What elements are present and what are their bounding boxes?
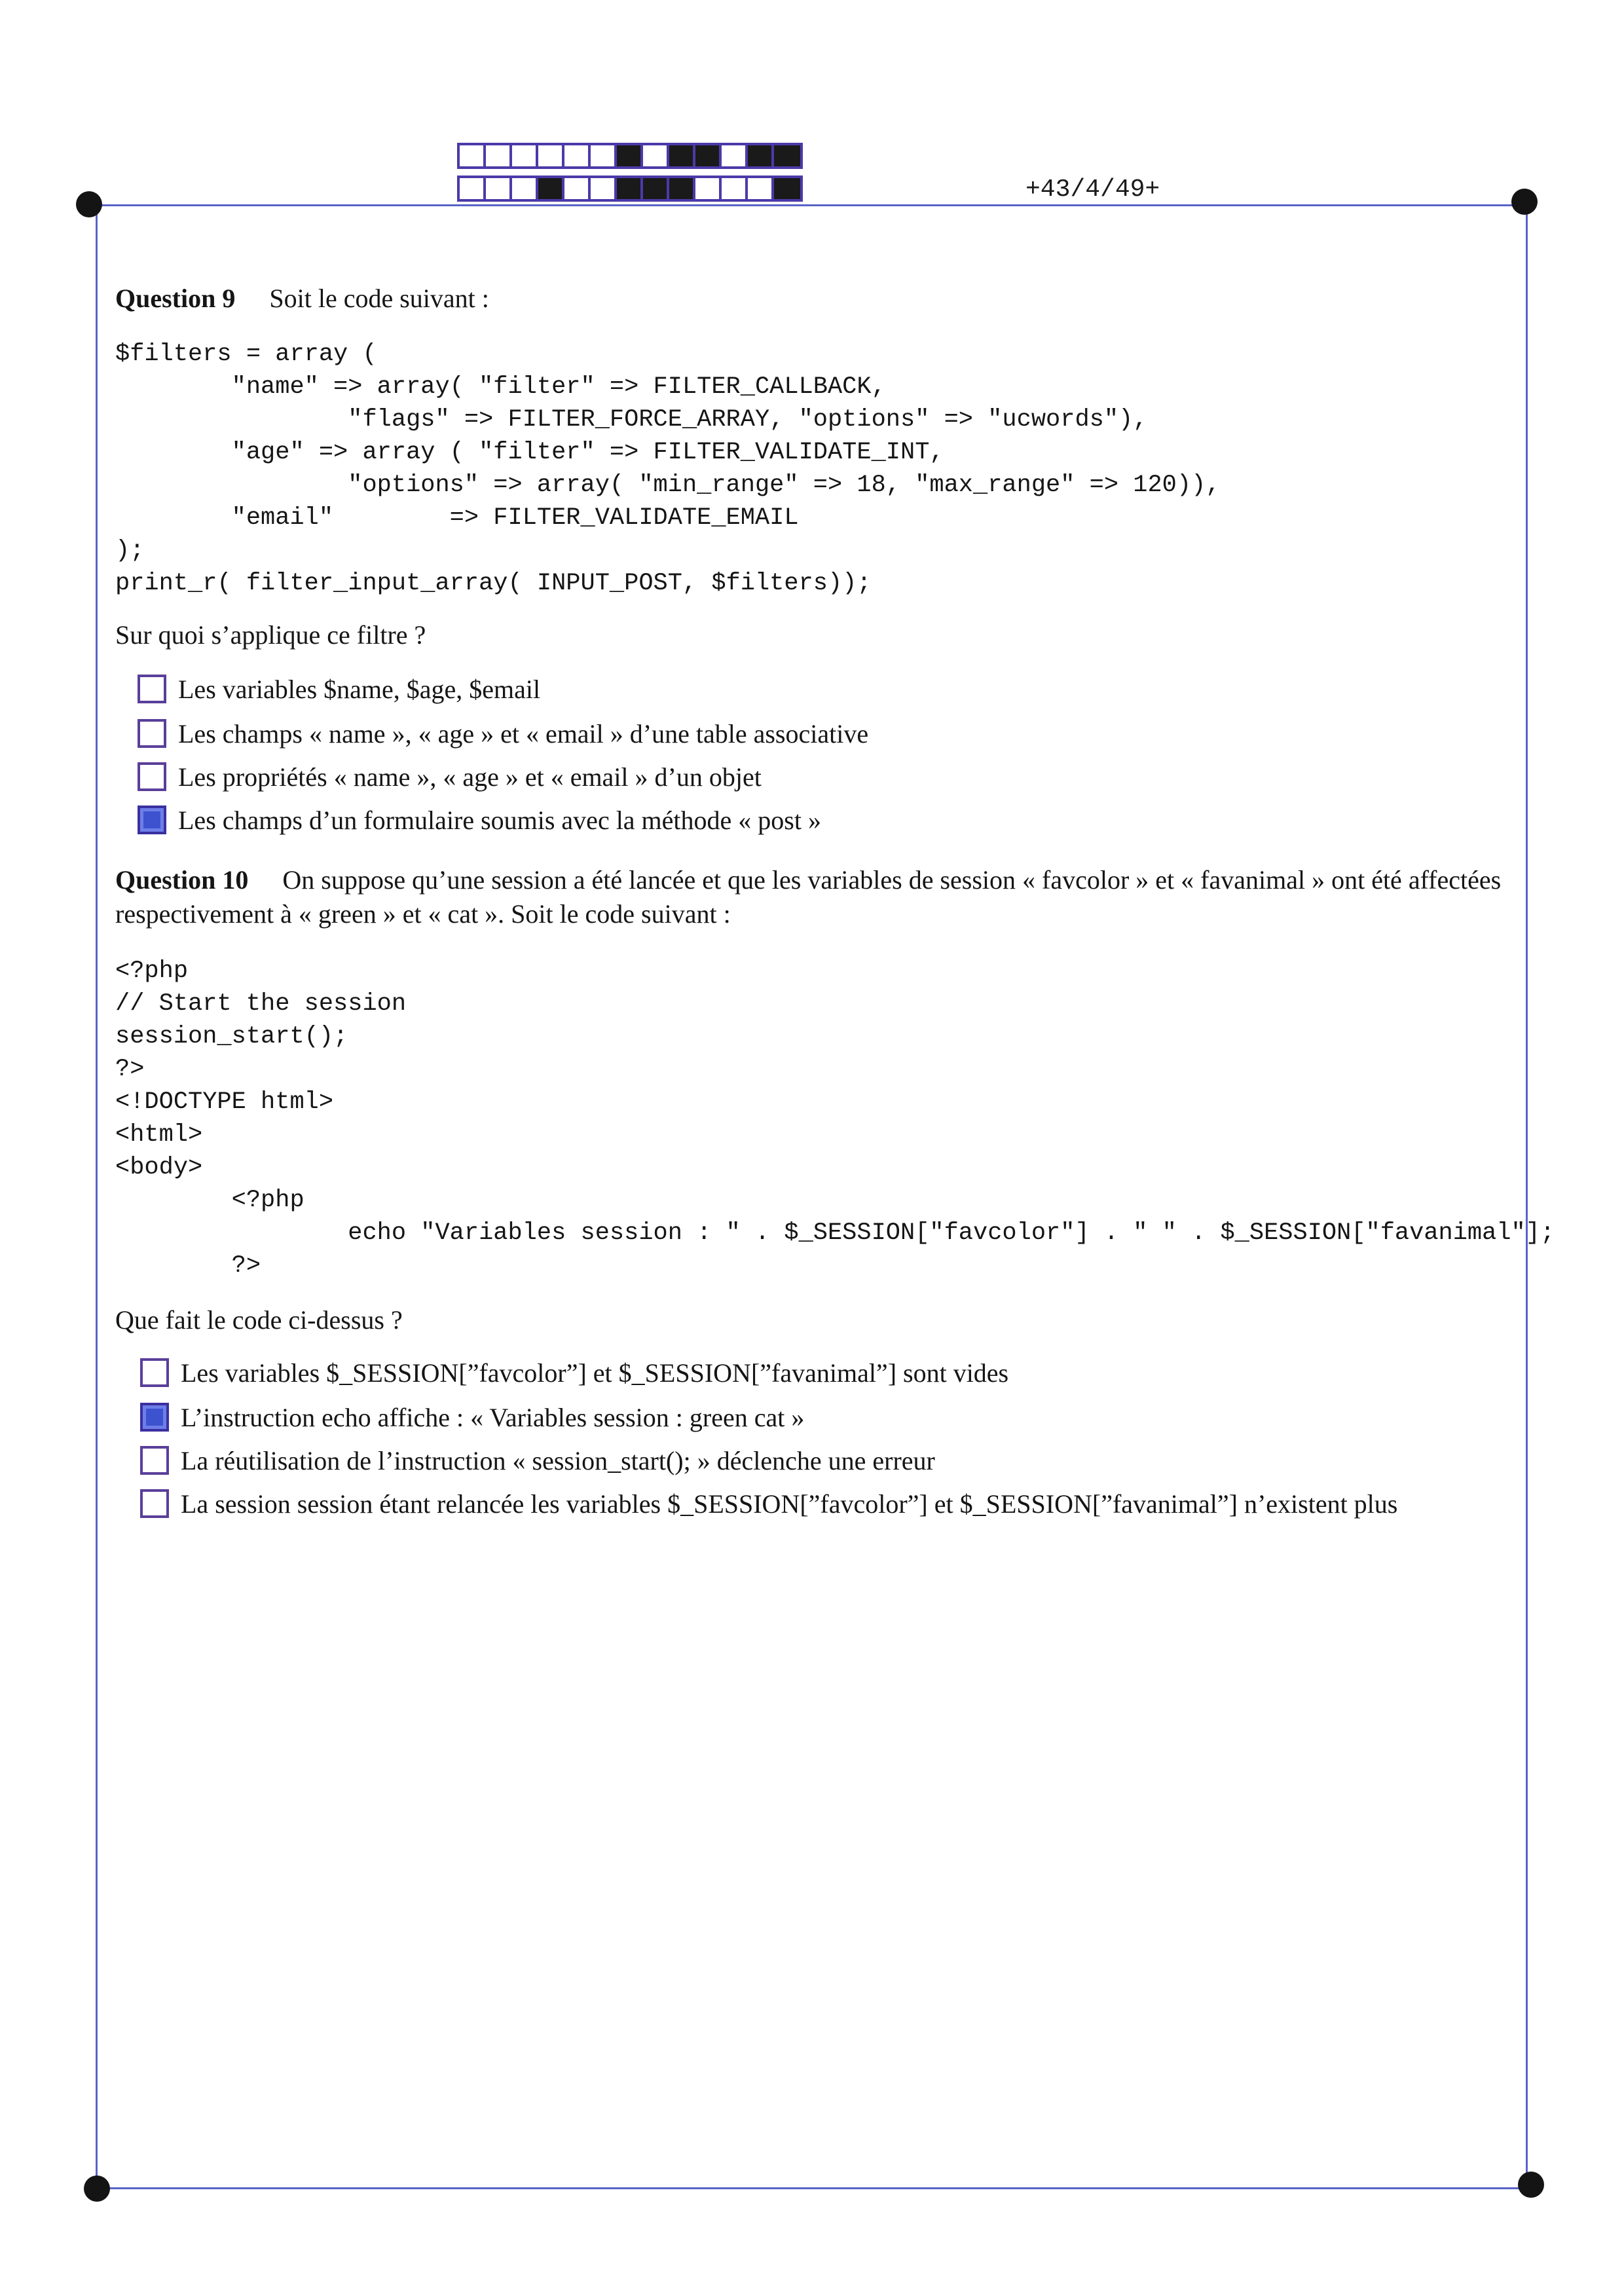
answer-label: Les propriétés « name », « age » et « email » d’un objet bbox=[178, 762, 762, 792]
corner-mark-top-left bbox=[76, 191, 102, 217]
barcode-cell bbox=[748, 178, 774, 199]
question-9-number: Question 9 bbox=[115, 284, 236, 313]
barcode-cell bbox=[591, 178, 617, 199]
question-9-prompt: Sur quoi s’applique ce filtre ? bbox=[115, 620, 426, 650]
checkbox-icon[interactable] bbox=[140, 1489, 169, 1518]
page-id: +43/4/49+ bbox=[1025, 176, 1160, 204]
checkbox-icon[interactable] bbox=[138, 719, 166, 748]
frame-top-line bbox=[96, 204, 1527, 206]
corner-mark-bottom-right bbox=[1518, 2172, 1544, 2198]
question-9-code: $filters = array ( "name" => array( "filter" => FILTER_CALLBACK, "flags" => FILTER_FORCE_ARRAY, "options" => "ucwords"), "age" => array ( "filter" => FILTER_VALIDATE_INT, "options" => array( "min_range" => 18, "max_range" => 120)), "email" => FILTER_VALIDATE_EMAIL ); print_r( filter_input_array( INPUT_POST, $filters)); bbox=[115, 341, 1221, 597]
barcode-cell bbox=[669, 178, 695, 199]
question-9-intro: Soit le code suivant : bbox=[269, 284, 489, 313]
question-10-intro: On suppose qu’une session a été lancée et que les variables de session « favcolor » et « favanimal » ont été affectées respectivement à « green » et « cat ». Soit le code suivant : bbox=[115, 865, 1502, 929]
answer-label: Les variables $_SESSION[”favcolor”] et $_SESSION[”favanimal”] sont vides bbox=[181, 1358, 1009, 1388]
answer-label: Les champs d’un formulaire soumis avec la méthode « post » bbox=[178, 805, 821, 835]
barcode-cell bbox=[774, 145, 800, 166]
answer-label: La session session étant relancée les variables $_SESSION[”favcolor”] et $_SESSION[”favanimal”] n’existent plus bbox=[181, 1489, 1398, 1519]
corner-mark-top-right bbox=[1511, 189, 1538, 215]
barcode-row-1 bbox=[457, 143, 803, 169]
barcode-cell bbox=[512, 178, 538, 199]
question-9-answer-2[interactable] bbox=[138, 715, 868, 752]
barcode-cell bbox=[722, 145, 748, 166]
barcode-cell bbox=[774, 178, 800, 199]
frame-left-line bbox=[96, 204, 98, 2189]
barcode-cell bbox=[486, 178, 512, 199]
barcode-cell bbox=[460, 145, 486, 166]
answer-label: Les champs « name », « age » et « email » d’une table associative bbox=[178, 718, 869, 749]
question-10-prompt: Que fait le code ci-dessus ? bbox=[115, 1305, 403, 1335]
barcode-cell bbox=[564, 145, 591, 166]
checkbox-icon[interactable] bbox=[140, 1358, 169, 1387]
question-10-answer-2[interactable] bbox=[140, 1399, 804, 1435]
question-9-answer-1[interactable] bbox=[138, 671, 540, 707]
checkbox-icon[interactable] bbox=[140, 1403, 169, 1432]
question-9-heading bbox=[115, 282, 489, 316]
barcode-cell bbox=[643, 145, 669, 166]
barcode-cell bbox=[695, 178, 722, 199]
barcode-cell bbox=[538, 178, 564, 199]
checkbox-icon[interactable] bbox=[140, 1446, 169, 1475]
barcode-cell bbox=[512, 145, 538, 166]
question-10-heading bbox=[115, 863, 1504, 931]
barcode-cell bbox=[591, 145, 617, 166]
question-10-answer-3[interactable] bbox=[140, 1442, 935, 1479]
answer-label: L’instruction echo affiche : « Variables session : green cat » bbox=[181, 1402, 805, 1432]
question-9-answer-4[interactable] bbox=[138, 802, 821, 838]
question-9-answer-3[interactable] bbox=[138, 758, 762, 795]
barcode-cell bbox=[564, 178, 591, 199]
checkbox-icon[interactable] bbox=[138, 805, 166, 834]
frame-bottom-line bbox=[96, 2187, 1527, 2189]
barcode-cell bbox=[643, 178, 669, 199]
checkbox-icon[interactable] bbox=[138, 675, 166, 703]
barcode-cell bbox=[669, 145, 695, 166]
question-10-answer-4[interactable] bbox=[140, 1485, 1397, 1522]
barcode-cell bbox=[695, 145, 722, 166]
corner-mark-bottom-left bbox=[84, 2176, 110, 2202]
barcode-cell bbox=[617, 145, 643, 166]
barcode-cell bbox=[722, 178, 748, 199]
answer-label: Les variables $name, $age, $email bbox=[178, 674, 541, 704]
barcode-cell bbox=[538, 145, 564, 166]
checkbox-icon[interactable] bbox=[138, 762, 166, 791]
question-10-answer-1[interactable] bbox=[140, 1354, 1008, 1391]
answer-label: La réutilisation de l’instruction « session_start(); » déclenche une erreur bbox=[181, 1445, 935, 1475]
question-10-code: <?php // Start the session session_start(); ?> <!DOCTYPE html> <html> <body> <?php echo "Variables session : " . $_SESSION["favcolor"] . " " . $_SESSION["favanimal"]; ?> bbox=[115, 957, 1555, 1280]
question-10-number: Question 10 bbox=[115, 865, 249, 895]
barcode-row-2 bbox=[457, 176, 803, 202]
barcode-cell bbox=[460, 178, 486, 199]
barcode-cell bbox=[748, 145, 774, 166]
barcode-cell bbox=[486, 145, 512, 166]
barcode-cell bbox=[617, 178, 643, 199]
